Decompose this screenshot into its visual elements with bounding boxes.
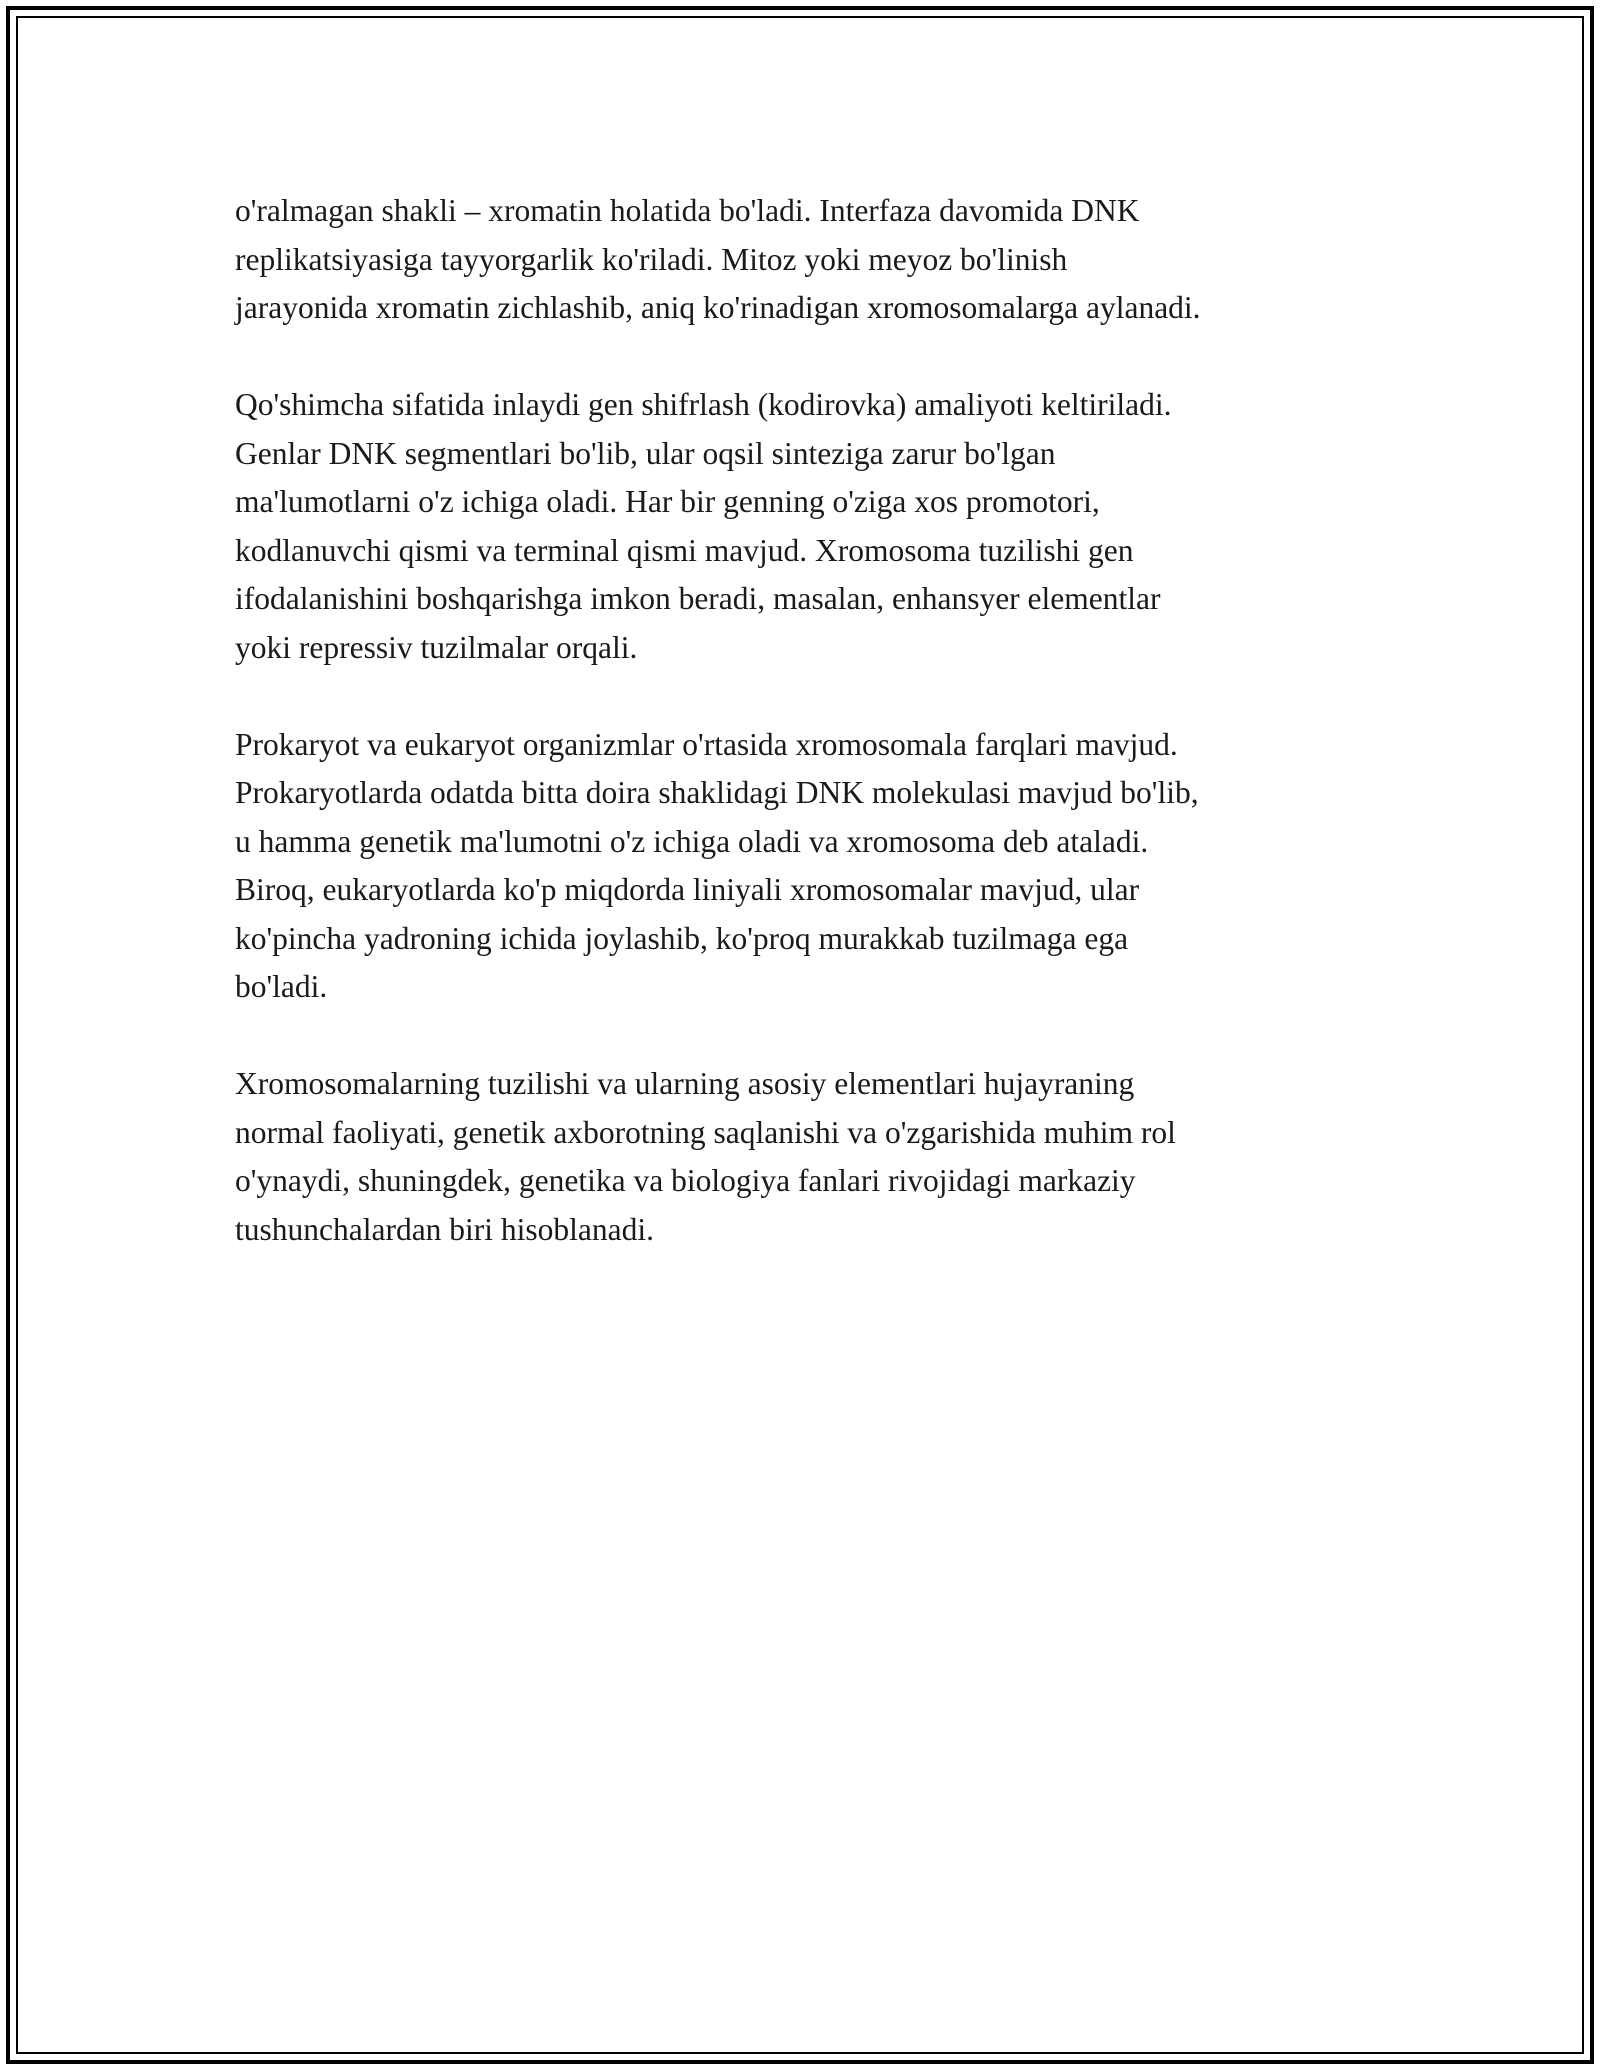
paragraph-chromatin: o'ralmagan shakli – xromatin holatida bo'ladi. Interfaza davomida DNK replikatsiyasiga tayyorgarlik ko'riladi. Mitoz yoki meyoz bo'linish jarayonida xromatin zichlashib, aniq ko'rinadigan xromosomalarga aylanadi. <box>235 193 1201 325</box>
paragraph-conclusion: Xromosomalarning tuzilishi va ularning asosiy elementlari hujayraning normal faoliyati, genetik axborotning saqlanishi va o'zgarishida muhim rol o'ynaydi, shuningdek, genetika va biologiya fanlari rivojidagi markaziy tushunchalardan biri hisoblanadi. <box>235 1066 1176 1247</box>
document-body <box>235 187 1385 1303</box>
paragraph-gene-coding: Qo'shimcha sifatida inlaydi gen shifrlash (kodirovka) amaliyoti keltiriladi. Genlar DNK segmentlari bo'lib, ular oqsil sinteziga zarur bo'lgan ma'lumotlarni o'z ichiga oladi. Har bir genning o'ziga xos promotori, kodlanuvchi qismi va terminal qismi mavjud. Xromosoma tuzilishi gen ifodalanishini boshqarishga imkon beradi, masalan, enhansyer elementlar yoki repressiv tuzilmalar orqali. <box>235 387 1172 665</box>
paragraph-prokaryote-eukaryote: Prokaryot va eukaryot organizmlar o'rtasida xromosomala farqlari mavjud. Prokaryotlarda odatda bitta doira shaklidagi DNK molekulasi mavjud bo'lib, u hamma genetik ma'lumotni o'z ichiga oladi va xromosoma deb ataladi. Biroq, eukaryotlarda ko'p miqdorda liniyali xromosomalar mavjud, ular ko'pincha yadroning ichida joylashib, ko'proq murakkab tuzilmaga ega bo'ladi. <box>235 726 1199 1004</box>
